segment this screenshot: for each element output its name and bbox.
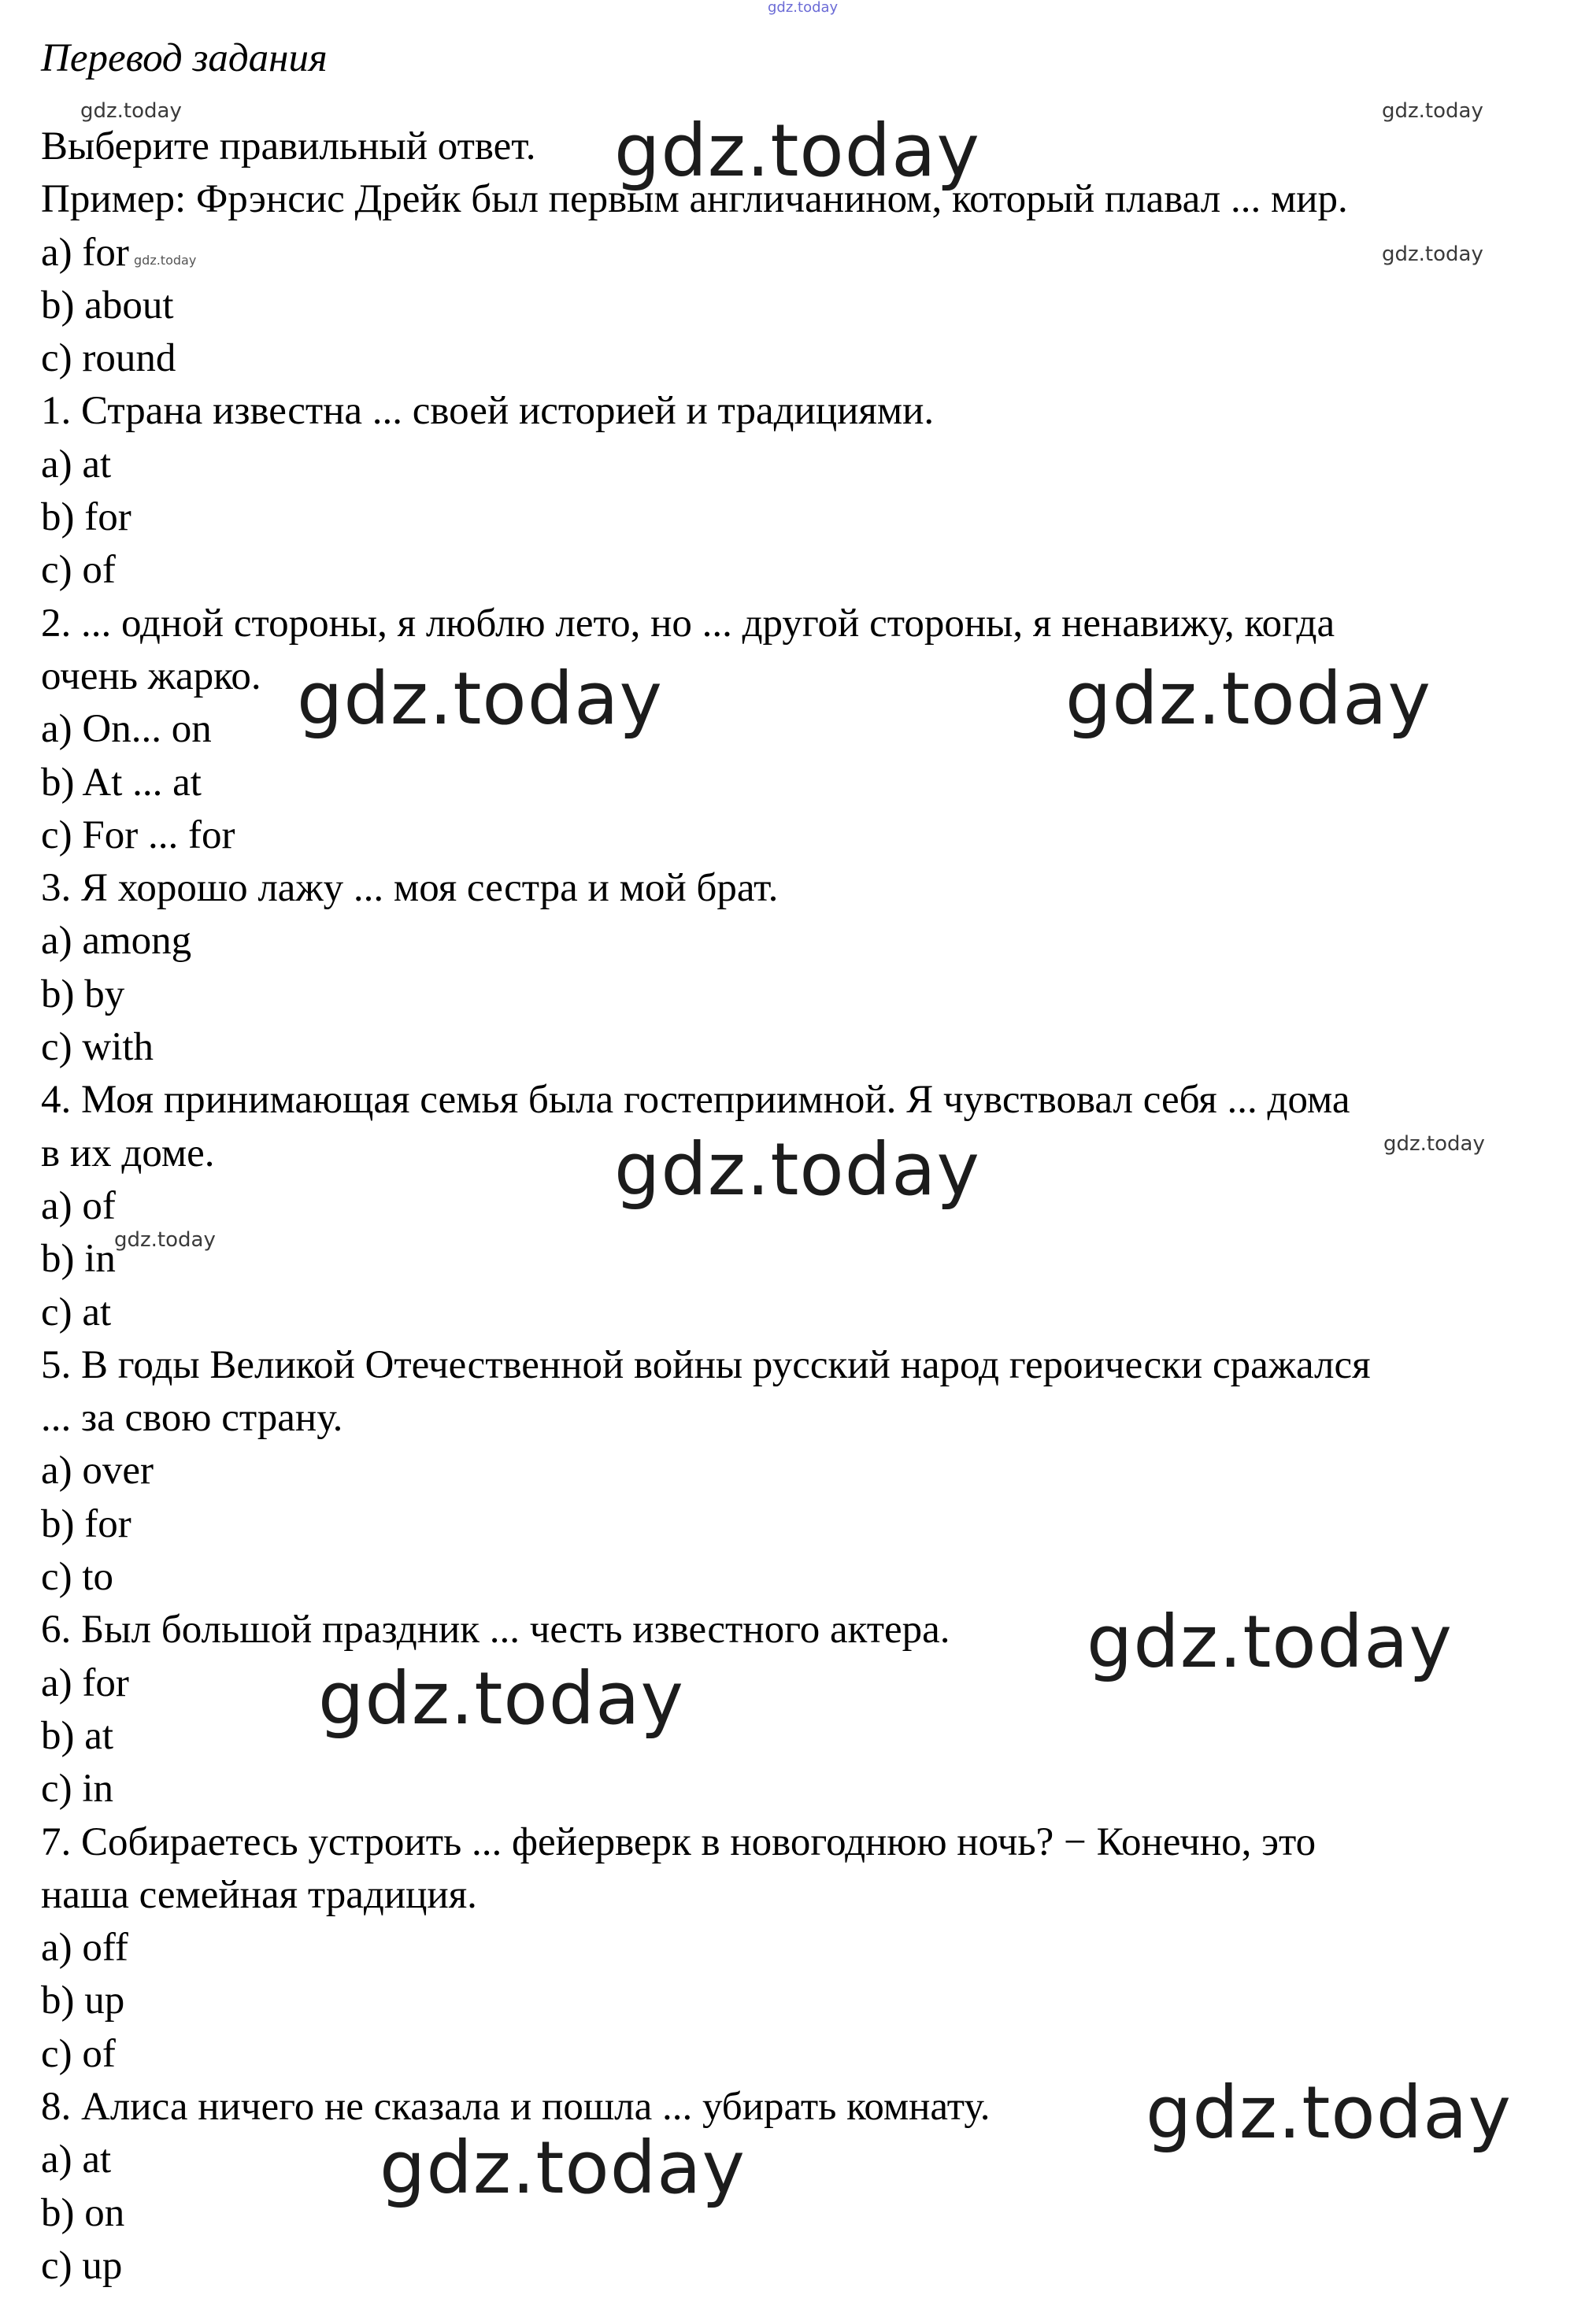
page-title: Перевод задания — [41, 36, 328, 80]
watermark: gdz.today — [380, 2126, 746, 2210]
option-line: c) with — [41, 1025, 154, 1070]
question-line: наша семейная традиция. — [41, 1872, 477, 1917]
option-line: b) for — [41, 495, 131, 540]
question-line: в их доме. — [41, 1131, 215, 1175]
option-line: b) for — [41, 1501, 131, 1546]
question-line: ... за свою страну. — [41, 1396, 343, 1441]
question-line: 3. Я хорошо лажу ... моя сестра и мой брат. — [41, 866, 779, 911]
question-line: 5. В годы Великой Отечественной войны русский народ героически сражался — [41, 1342, 1371, 1387]
watermark: gdz.today — [1087, 1600, 1453, 1684]
watermark: gdz.today — [614, 109, 980, 193]
option-line: b) up — [41, 1978, 125, 2023]
option-line: b) at — [41, 1713, 114, 1758]
question-line: очень жарко. — [41, 653, 261, 698]
option-line: a) for — [41, 1660, 129, 1705]
option-line: c) to — [41, 1555, 114, 1600]
question-line: 4. Моя принимающая семья была гостеприимной. Я чувствовал себя ... дома — [41, 1078, 1350, 1123]
option-line: c) of — [41, 2031, 116, 2076]
watermark: gdz.today — [318, 1656, 684, 1741]
watermark: gdz.today — [1382, 99, 1483, 123]
document — [41, 30, 1584, 2293]
question-line: 1. Страна известна ... своей историей и традициями. — [41, 389, 935, 434]
option-line: c) in — [41, 1767, 114, 1812]
option-line: b) on — [41, 2190, 125, 2235]
option-line: c) round — [41, 336, 176, 381]
watermark: gdz.today — [114, 1228, 216, 1252]
option-line: a) at — [41, 2137, 112, 2182]
example-question: Пример: Фрэнсис Дрейк был первым англичанином, который плавал ... мир. — [41, 177, 1348, 222]
option-line: a) off — [41, 1926, 128, 1971]
option-line: c) at — [41, 1290, 112, 1334]
task-text — [41, 120, 1584, 2293]
question-line: 8. Алиса ничего не сказала и пошла ... убирать комнату. — [41, 2084, 991, 2129]
option-line: b) by — [41, 972, 125, 1016]
instruction-line: Выберите правильный ответ. — [41, 124, 536, 168]
option-line: c) For ... for — [41, 812, 235, 857]
watermark: gdz.today — [80, 99, 182, 123]
watermark: gdz.today — [768, 0, 839, 16]
question-line: 7. Собираетесь устроить ... фейерверк в новогоднюю ночь? − Конечно, это — [41, 1819, 1316, 1864]
option-line: a) at — [41, 442, 112, 487]
option-line: a) of — [41, 1183, 116, 1228]
option-line: a) On... on — [41, 707, 212, 752]
option-line: b) At ... at — [41, 760, 202, 805]
watermark: gdz.today — [1382, 242, 1483, 266]
option-line: b) in — [41, 1237, 116, 1282]
option-line: a) for — [41, 230, 129, 275]
option-line: b) about — [41, 283, 174, 328]
option-line: a) over — [41, 1449, 154, 1493]
question-line: 2. ... одной стороны, я люблю лето, но ... другой стороны, я ненавижу, когда — [41, 601, 1335, 646]
question-line: 6. Был большой праздник ... честь известного актера. — [41, 1608, 950, 1653]
watermark: gdz.today — [297, 657, 663, 741]
watermark: gdz.today — [1383, 1132, 1485, 1156]
watermark: gdz.today — [1065, 657, 1431, 741]
option-line: a) among — [41, 919, 192, 964]
option-line: c) up — [41, 2243, 123, 2288]
watermark: gdz.today — [614, 1127, 980, 1212]
watermark: gdz.today — [134, 253, 197, 268]
option-line: c) of — [41, 548, 116, 593]
watermark: gdz.today — [1146, 2071, 1512, 2155]
